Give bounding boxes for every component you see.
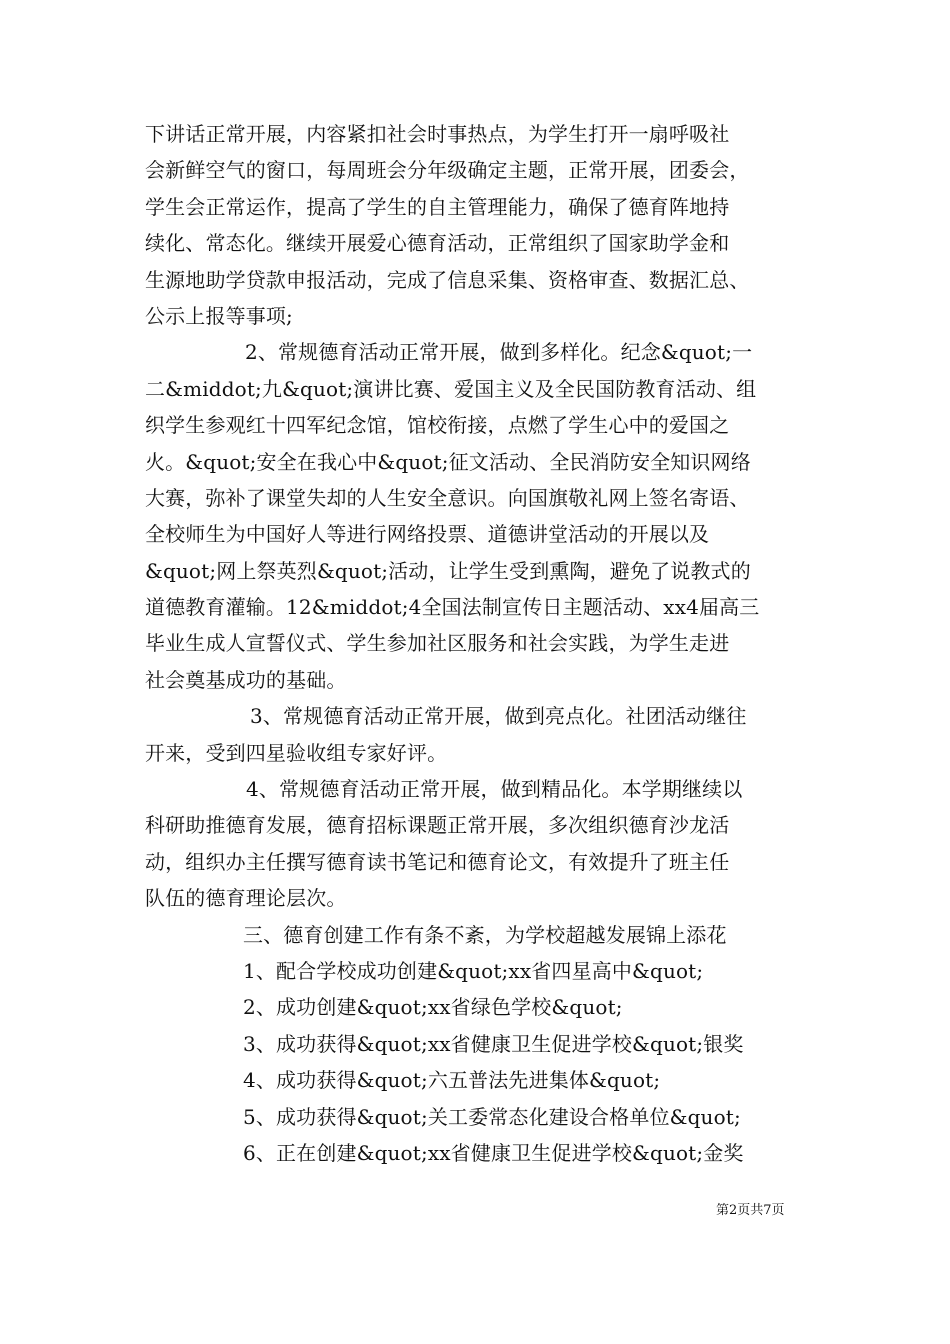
paragraph-3-first-line: 3、常规德育活动正常开展，做到亮点化。社团活动继往 <box>250 704 747 729</box>
text-line: 生源地助学贷款申报活动，完成了信息采集、资格审查、数据汇总、 <box>145 267 750 292</box>
list-item: 3、成功获得&quot;xx省健康卫生促进学校&quot;银奖 <box>243 1031 744 1056</box>
page-number: 第2页共7页 <box>716 1203 785 1218</box>
document-body <box>145 116 810 1171</box>
section-heading: 三、德育创建工作有条不紊，为学校超越发展锦上添花 <box>243 922 727 947</box>
text-line: 科研助推德育发展，德育招标课题正常开展，多次组织德育沙龙活 <box>145 813 730 838</box>
text-line: 毕业生成人宣誓仪式、学生参加社区服务和社会实践，为学生走进 <box>145 631 730 656</box>
text-line: 队伍的德育理论层次。 <box>145 886 347 911</box>
text-line: 学生会正常运作，提高了学生的自主管理能力，确保了德育阵地持 <box>145 194 730 219</box>
text-line: 织学生参观红十四军纪念馆，馆校衔接，点燃了学生心中的爱国之 <box>145 413 730 438</box>
text-line: 会新鲜空气的窗口，每周班会分年级确定主题，正常开展，团委会， <box>145 158 750 183</box>
text-line: 下讲话正常开展，内容紧扣社会时事热点，为学生打开一扇呼吸社 <box>145 122 730 146</box>
list-item: 4、成功获得&quot;六五普法先进集体&quot; <box>243 1068 661 1093</box>
list-item: 1、配合学校成功创建&quot;xx省四星高中&quot; <box>243 958 704 983</box>
paragraph-2-first-line: 2、常规德育活动正常开展，做到多样化。纪念&quot;一 <box>245 340 753 365</box>
text-line: 大赛，弥补了课堂失却的人生安全意识。向国旗敬礼网上签名寄语、 <box>145 485 750 510</box>
text-line: 动，组织办主任撰写德育读书笔记和德育论文，有效提升了班主任 <box>145 849 730 874</box>
text-line: 二&middot;九&quot;演讲比赛、爱国主义及全民国防教育活动、组 <box>145 376 757 401</box>
text-line: 道德教育灌输。12&middot;4全国法制宣传日主题活动、xx4届高三 <box>145 595 760 620</box>
list-item: 5、成功获得&quot;关工委常态化建设合格单位&quot; <box>243 1104 741 1129</box>
text-line: 续化、常态化。继续开展爱心德育活动，正常组织了国家助学金和 <box>145 231 730 256</box>
text-line: 全校师生为中国好人等进行网络投票、道德讲堂活动的开展以及 <box>145 522 710 547</box>
text-line: &quot;网上祭英烈&quot;活动，让学生受到熏陶，避免了说教式的 <box>145 558 751 583</box>
list-item: 6、正在创建&quot;xx省健康卫生促进学校&quot;金奖 <box>243 1140 744 1165</box>
text-line: 社会奠基成功的基础。 <box>145 667 347 692</box>
text-line: 火。&quot;安全在我心中&quot;征文活动、全民消防安全知识网络 <box>145 449 751 474</box>
text-line: 公示上报等事项; <box>145 303 293 328</box>
text-line: 开来，受到四星验收组专家好评。 <box>145 740 448 765</box>
list-item: 2、成功创建&quot;xx省绿色学校&quot; <box>243 995 623 1020</box>
paragraph-4-first-line: 4、常规德育活动正常开展，做到精品化。本学期继续以 <box>246 777 743 802</box>
